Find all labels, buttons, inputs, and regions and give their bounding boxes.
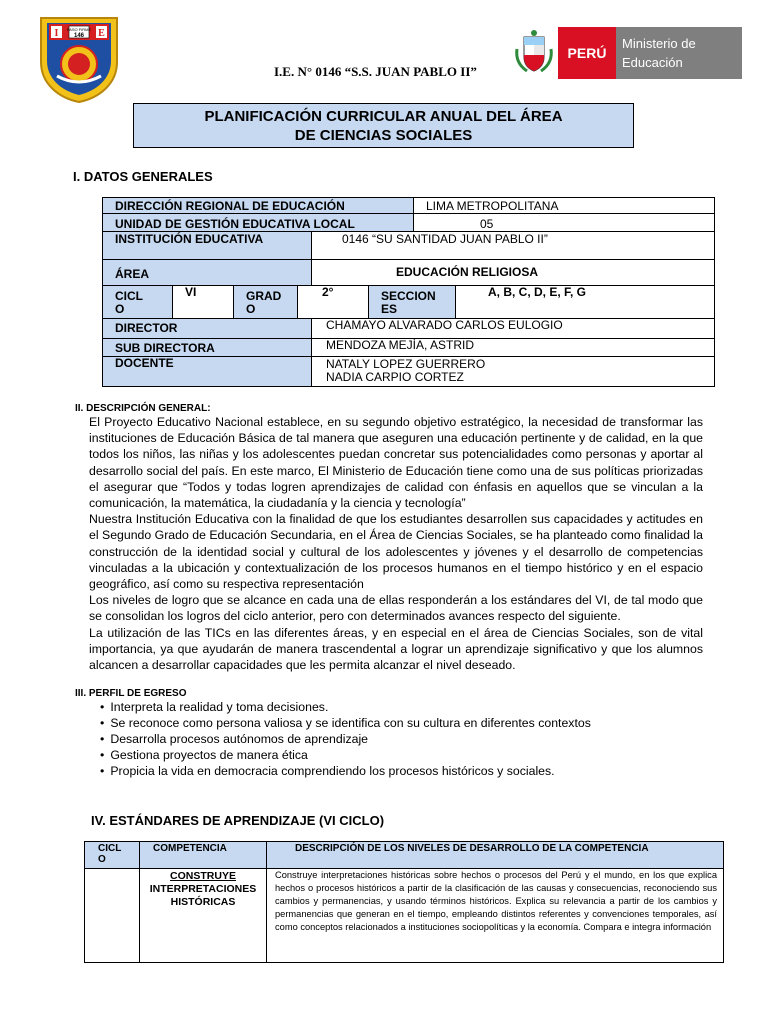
competence-line-3: HISTÓRICAS xyxy=(170,896,236,908)
graduate-profile-list xyxy=(100,699,700,779)
list-item: • Se reconoce como persona valiosa y se identifica con su cultura en diferentes contextos xyxy=(100,715,700,731)
sections-value: A, B, C, D, E, F, G xyxy=(455,285,715,319)
institution-value: 0146 “SU SANTIDAD JUAN PABLO II” xyxy=(311,231,715,260)
title-line-2: DE CIENCIAS SOCIALES xyxy=(294,127,473,144)
description-paragraph: La utilización de las TICs en las diferentes áreas, y en especial en el área de Ciencias Sociales, son de vital importancia, ya que ayudarán de manera trascendental a lograr un aprendizaje significativo y que los alumnos alcancen a desarrollar capacidades que les permita alcanzar el nivel deseado. xyxy=(89,625,703,673)
school-name: I.E. N° 0146 “S.S. JUAN PABLO II” xyxy=(274,64,477,79)
list-item: • Desarrolla procesos autónomos de aprendizaje xyxy=(100,731,700,747)
logo-letter-i: I xyxy=(54,28,59,39)
logo-top-text: PASO FIRME xyxy=(66,27,92,32)
teacher-value xyxy=(311,356,715,387)
regional-direction-label: DIRECCIÓN REGIONAL DE EDUCACIÓN xyxy=(102,197,414,214)
ugel-value: 05 xyxy=(413,213,715,232)
competence-description: Construye interpretaciones históricas sobre hechos o procesos del Perú y el mundo, en los que explica hechos o procesos históricos a partir de la clasificación de las causas y consecuencias, reconociendo sus cambios y permanencias, y usando términos históricos. Explica su relevancia a partir de los cambios y permanencias que generan en el tiempo, empleando distintos referentes y convenciones temporales, así como conceptos relacionados a instituciones sociopolíticas y la economía. Compara e integra información xyxy=(275,870,717,933)
sections-label-line-1: SECCION xyxy=(381,289,436,303)
table-cell-cycle xyxy=(84,868,140,963)
sections-label-line-2: ES xyxy=(381,302,398,316)
regional-direction-value: LIMA METROPOLITANA xyxy=(413,197,715,214)
teacher-name-2: NADIA CARPIO CORTEZ xyxy=(326,370,464,384)
document-title xyxy=(133,103,634,148)
ugel-label: UNIDAD DE GESTIÓN EDUCATIVA LOCAL xyxy=(102,213,414,232)
sections-label xyxy=(368,285,456,319)
cycle-value: VI xyxy=(172,285,234,319)
general-description xyxy=(89,414,703,673)
area-value: EDUCACIÓN RELIGIOSA xyxy=(311,259,715,286)
peru-brand-block: PERÚ xyxy=(558,27,616,79)
cycle-label xyxy=(102,285,173,319)
area-label: ÁREA xyxy=(102,259,312,286)
ministry-line-2: Educación xyxy=(622,55,683,70)
subdirector-value: MENDOZA MEJÍA, ASTRID xyxy=(311,338,715,357)
description-paragraph: Los niveles de logro que se alcance en cada una de ellas responderán a los estándares del VI, de tal modo que se consolidan los logros del ciclo anterior, pero con determinados avances respecto del siguiente. xyxy=(89,593,703,624)
ministry-line-1: Ministerio de xyxy=(622,36,696,51)
logo-number: 146 xyxy=(73,33,85,39)
grade-label-line-2: O xyxy=(246,302,256,316)
cycle-label-line-2: O xyxy=(115,302,125,316)
col-header-cycle xyxy=(84,841,140,869)
section-2-heading: II. DESCRIPCIÓN GENERAL: xyxy=(75,403,211,414)
competence-line-2: INTERPRETACIONES xyxy=(149,883,257,895)
general-data-table xyxy=(102,197,715,387)
learning-standards-table xyxy=(84,841,724,963)
section-1-heading: I. DATOS GENERALES xyxy=(73,169,213,184)
ministry-of-education-logo xyxy=(511,27,742,79)
cycle-label-line-1: CICL xyxy=(115,289,143,303)
col-header-cycle-line-1: CICL xyxy=(98,843,122,854)
grade-label-line-1: GRAD xyxy=(246,289,282,303)
teacher-label: DOCENTE xyxy=(102,356,312,387)
logo-letter-e: E xyxy=(98,28,105,39)
institution-label: INSTITUCIÓN EDUCATIVA xyxy=(102,231,312,260)
list-item: • Gestiona proyectos de manera ética xyxy=(100,747,700,763)
grade-label xyxy=(233,285,298,319)
competence-line-1: CONSTRUYE xyxy=(170,870,236,882)
description-paragraph: El Proyecto Educativo Nacional establece, en su segundo objetivo estratégico, la necesidad de transformar las instituciones de Educación Básica de tal manera que aseguren una educación pertinente y de calidad, en la que todos los niños, las niñas y los adolescentes puedan concretar sus potencialidades como personas y aportar al desarrollo social del país. En este marco, El Ministerio de Educación tiene como una de sus políticas priorizadas el asegurar que “Todos y todas logren aprendizajes de calidad con énfasis en aquellos que se vinculan a la comunicación, la matemática, la ciudadanía y la ciencia y tecnología” xyxy=(89,415,703,511)
col-header-description: DESCRIPCIÓN DE LOS NIVELES DE DESARROLLO DE LA COMPETENCIA xyxy=(266,841,724,869)
section-4-heading: IV. ESTÁNDARES DE APRENDIZAJE (VI CICLO) xyxy=(91,813,385,828)
ministry-name-block xyxy=(616,27,742,79)
subdirector-label: SUB DIRECTORA xyxy=(102,338,312,357)
grade-value: 2° xyxy=(297,285,369,319)
table-cell-competence xyxy=(139,868,267,963)
list-item: • Propicia la vida en democracia comprendiendo los procesos históricos y sociales. xyxy=(100,763,700,779)
section-3-heading: III. PERFIL DE EGRESO xyxy=(75,688,187,699)
peru-coat-of-arms-icon xyxy=(511,27,557,79)
director-value: CHAMAYO ALVARADO CARLOS EULOGIO xyxy=(311,318,715,339)
director-label: DIRECTOR xyxy=(102,318,312,339)
teacher-name-1: NATALY LOPEZ GUERRERO xyxy=(326,357,486,371)
description-paragraph: Nuestra Institución Educativa con la finalidad de que los estudiantes desarrollen sus capacidades y actitudes en el Segundo Grado de Educación Secundaria, en el Área de Ciencias Sociales, se ha planteado como finalidad la construcción de la identidad social y cultural de los adolescentes y jóvenes y el desarrollo de competencias vinculadas a la ubicación y contextualización de los procesos humanos en el tiempo histórico y en el espacio geográfico, así como su respectiva representación xyxy=(89,512,703,592)
title-line-1: PLANIFICACIÓN CURRICULAR ANUAL DEL ÁREA xyxy=(204,108,563,125)
table-cell-description xyxy=(266,868,724,963)
col-header-competence: COMPETENCIA xyxy=(139,841,267,869)
school-crest-logo xyxy=(37,14,121,104)
col-header-cycle-line-2: O xyxy=(98,854,106,865)
list-item: • Interpreta la realidad y toma decisiones. xyxy=(100,699,700,715)
